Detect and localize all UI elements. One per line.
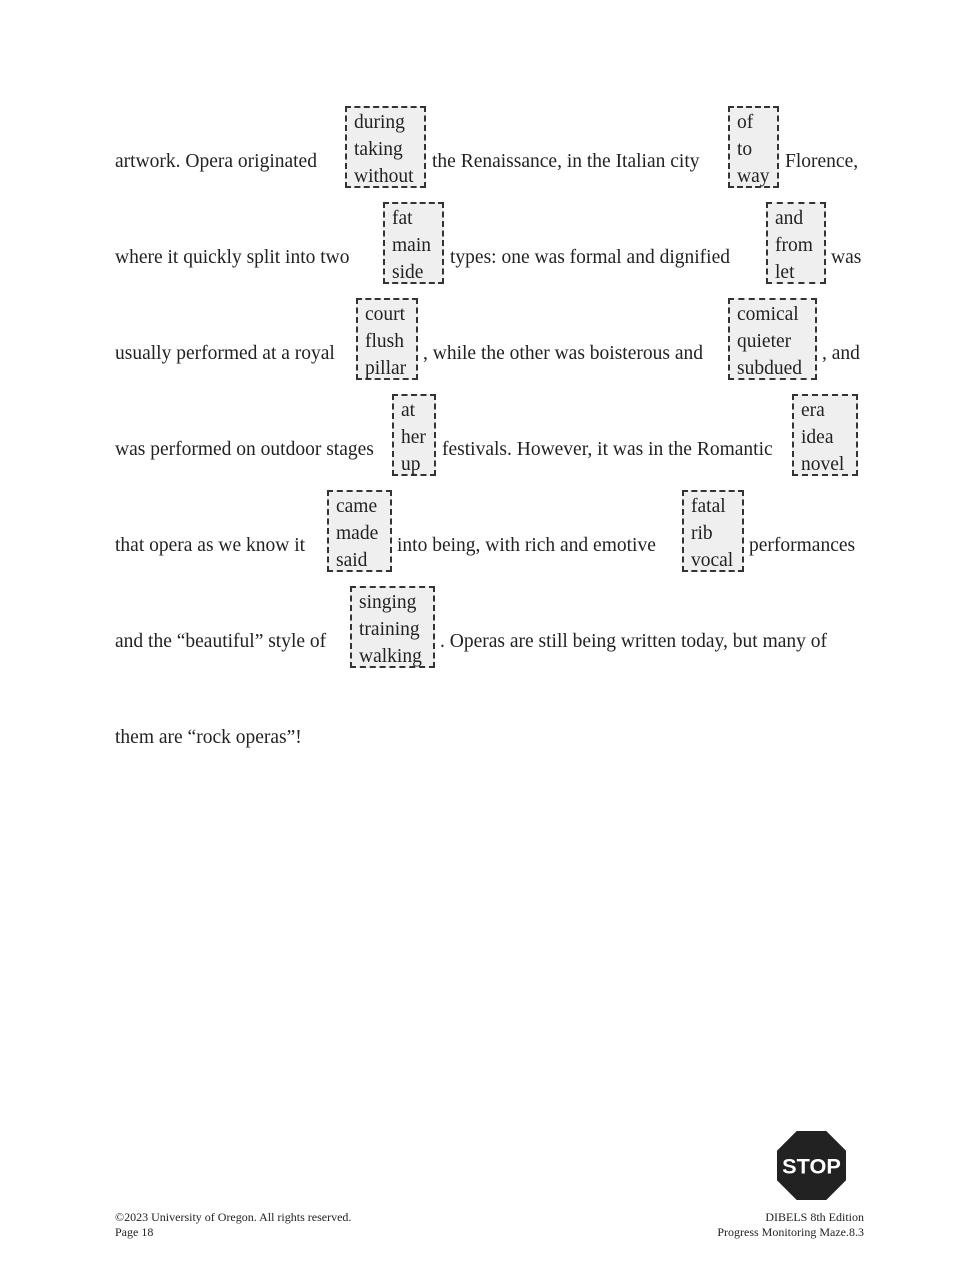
maze-choice-option[interactable]: her [401,427,426,448]
passage-text: and the “beautiful” style of [115,631,327,652]
maze-choice-option[interactable]: came [336,496,378,517]
maze-choice-box [345,106,426,188]
passage-text: Florence, [785,151,859,172]
footer-right [717,1210,864,1240]
maze-choice-option[interactable]: side [392,262,424,283]
passage-text: into being, with rich and emotive [397,535,656,556]
passage-text: usually performed at a royal [115,343,335,364]
maze-choice-option[interactable]: and [775,208,804,229]
maze-choice-option[interactable]: rib [691,523,713,544]
passage-line [115,208,864,283]
maze-choice-option[interactable]: to [737,139,753,160]
passage-line [115,592,864,667]
maze-choice-option[interactable]: idea [801,427,834,448]
passage-text: that opera as we know it [115,535,306,556]
maze-choice-option[interactable]: said [336,550,368,571]
passage-text: festivals. However, it was in the Romantic [442,439,773,460]
maze-choice-option[interactable]: up [401,454,421,475]
maze-choice-box [728,106,779,188]
passage-text: artwork. Opera originated [115,151,317,172]
maze-choice-option[interactable]: era [801,400,825,421]
maze-choice-option[interactable]: at [401,400,416,421]
maze-choice-option[interactable]: court [365,304,406,325]
maze-choice-box [327,490,392,572]
maze-choice-option[interactable]: novel [801,454,845,475]
maze-choice-option[interactable]: singing [359,592,417,613]
maze-choice-box [682,490,744,572]
passage-text: where it quickly split into two [115,247,350,268]
maze-choice-option[interactable]: from [775,235,813,256]
passage-line [115,112,864,187]
passage-text: types: one was formal and dignified [450,247,730,268]
passage-text: performances [749,535,856,556]
maze-choice-box [728,298,817,380]
maze-choice-option[interactable]: main [392,235,431,256]
maze-choice-option[interactable]: during [354,112,405,133]
stop-sign-icon [776,1130,847,1201]
passage-text: , while the other was boisterous and [423,343,703,364]
maze-choice-box [792,394,858,476]
form-name: Progress Monitoring Maze.8.3 [717,1225,864,1239]
stop-sign-label: STOP [782,1153,841,1179]
page-number: Page 18 [115,1225,154,1239]
maze-choice-box [356,298,418,380]
maze-choice-option[interactable]: pillar [365,358,407,379]
copyright-text: ©2023 University of Oregon. All rights reserved. [115,1210,352,1224]
maze-choice-option[interactable]: of [737,112,754,133]
maze-choice-option[interactable]: training [359,619,420,640]
maze-choice-option[interactable]: vocal [691,550,734,571]
maze-choice-option[interactable]: taking [354,139,403,160]
passage-text: . Operas are still being written today, but many of [440,631,828,652]
passage-line [115,496,864,571]
maze-choice-box [392,394,436,476]
maze-choice-option[interactable]: fatal [691,496,726,517]
passage-text: was [831,247,862,268]
maze-choice-option[interactable]: way [737,166,770,187]
passage-text: was performed on outdoor stages [115,439,374,460]
maze-choice-box [383,202,444,284]
maze-choice-option[interactable]: made [336,523,379,544]
passage-line [115,304,864,379]
maze-choice-option[interactable]: flush [365,331,404,352]
footer-left [115,1210,351,1240]
passage-line [115,400,864,475]
passage-text: them are “rock operas”! [115,727,302,748]
passage-text: the Renaissance, in the Italian city [432,151,700,172]
maze-choice-option[interactable]: walking [359,646,422,667]
maze-choice-option[interactable]: quieter [737,331,792,352]
maze-choice-option[interactable]: without [354,166,414,187]
maze-choice-option[interactable]: subdued [737,358,802,379]
maze-choice-option[interactable]: let [775,262,795,283]
maze-choice-option[interactable]: comical [737,304,799,325]
passage-text: , and [822,343,860,364]
edition-text: DIBELS 8th Edition [765,1210,864,1224]
maze-choice-box [350,586,435,668]
maze-choice-box [766,202,826,284]
maze-choice-option[interactable]: fat [392,208,413,229]
passage-line [115,728,864,748]
